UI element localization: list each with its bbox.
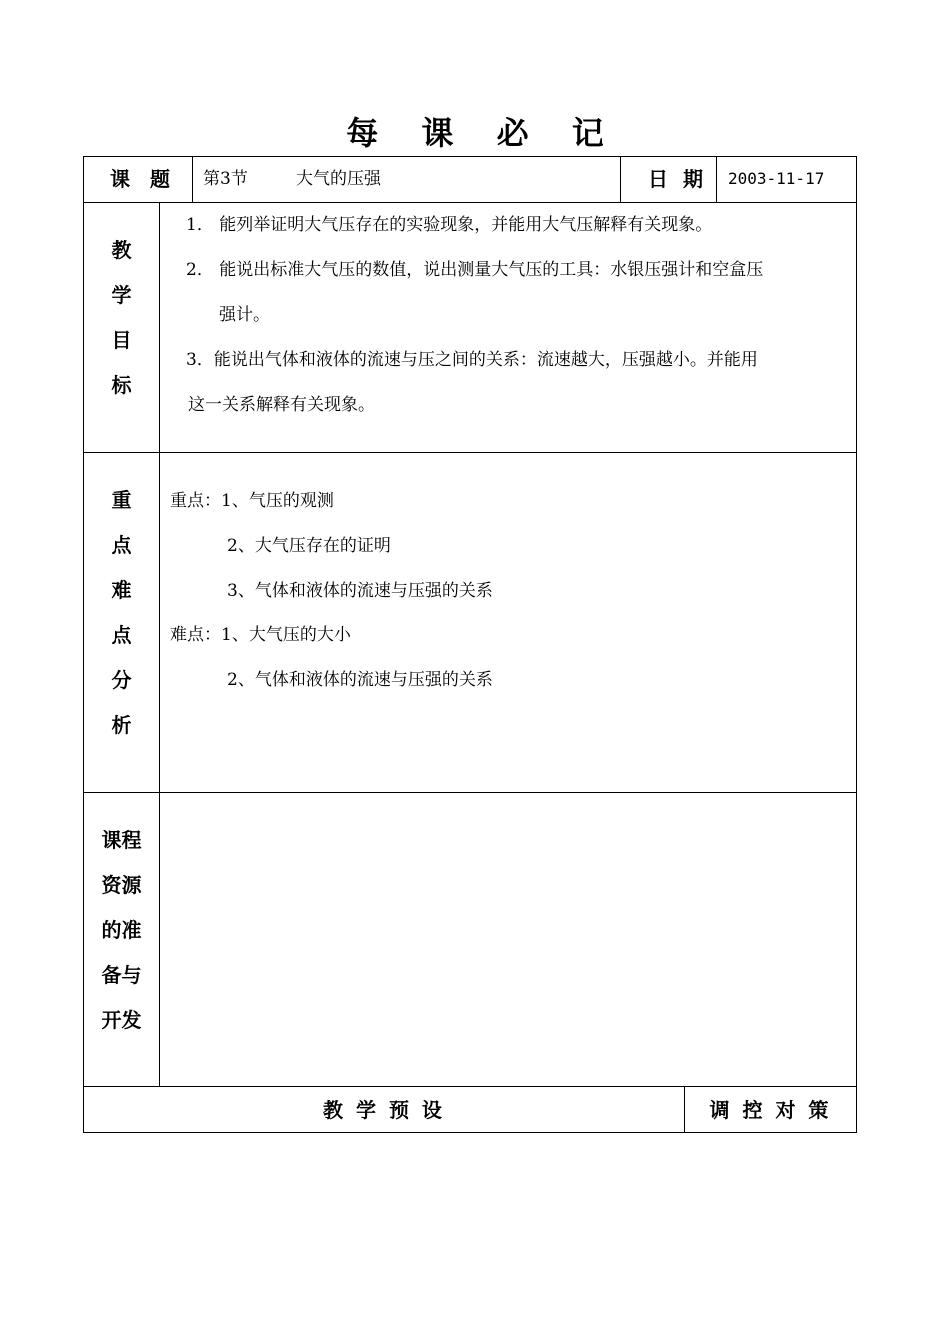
row-divider <box>83 452 857 453</box>
key-point-line: 2、大气压存在的证明 <box>227 536 391 556</box>
label-char: 难 <box>111 578 132 602</box>
page-title: 每 课 必 记 <box>346 114 620 152</box>
label-line: 课程 <box>101 828 142 852</box>
label-char: 分 <box>111 668 132 692</box>
section-number: 第3节 <box>203 169 248 189</box>
label-line: 备与 <box>101 963 142 987</box>
label-char: 点 <box>111 623 132 647</box>
objective-line: 2． 能说出标准大气压的数值，说出测量大气压的工具：水银压强计和空盒压 <box>186 260 764 280</box>
col-divider <box>716 156 717 202</box>
date-label: 日 期 <box>648 167 707 191</box>
key-point-line: 重点：1、气压的观测 <box>170 491 334 511</box>
label-char: 标 <box>111 373 132 397</box>
adjustment-strategy-label: 调 控 对 策 <box>709 1098 832 1122</box>
label-char: 点 <box>111 533 132 557</box>
key-point-line: 难点：1、大气压的大小 <box>170 625 351 645</box>
key-point-line: 2、气体和液体的流速与压强的关系 <box>227 670 493 690</box>
col-divider <box>620 156 621 202</box>
resources-label <box>84 818 159 1043</box>
objective-line: 强计。 <box>219 305 270 325</box>
date-value: 2003-11-17 <box>728 169 825 188</box>
key-point-line: 3、气体和液体的流速与压强的关系 <box>227 581 493 601</box>
topic-title: 大气的压强 <box>296 169 381 189</box>
row-divider <box>83 1086 857 1087</box>
label-line: 开发 <box>101 1008 142 1032</box>
objectives-label <box>84 228 159 408</box>
col-divider <box>192 156 193 202</box>
resources-content <box>160 793 856 1086</box>
label-char: 重 <box>111 488 132 512</box>
label-line: 的准 <box>101 918 142 942</box>
label-line: 资源 <box>101 873 142 897</box>
label-char: 析 <box>111 713 132 737</box>
objective-line: 3．能说出气体和液体的流速与压之间的关系：流速越大，压强越小。并能用 <box>186 350 758 370</box>
topic-label: 课 题 <box>110 167 170 191</box>
key-points-label <box>84 478 159 748</box>
teaching-plan-label: 教 学 预 设 <box>323 1098 445 1122</box>
objective-line: 1． 能列举证明大气压存在的实验现象，并能用大气压解释有关现象。 <box>186 215 713 235</box>
row-divider <box>83 202 857 203</box>
objective-line: 这一关系解释有关现象。 <box>188 395 375 415</box>
label-char: 目 <box>111 328 132 352</box>
label-char: 教 <box>111 238 132 262</box>
label-char: 学 <box>111 283 132 307</box>
